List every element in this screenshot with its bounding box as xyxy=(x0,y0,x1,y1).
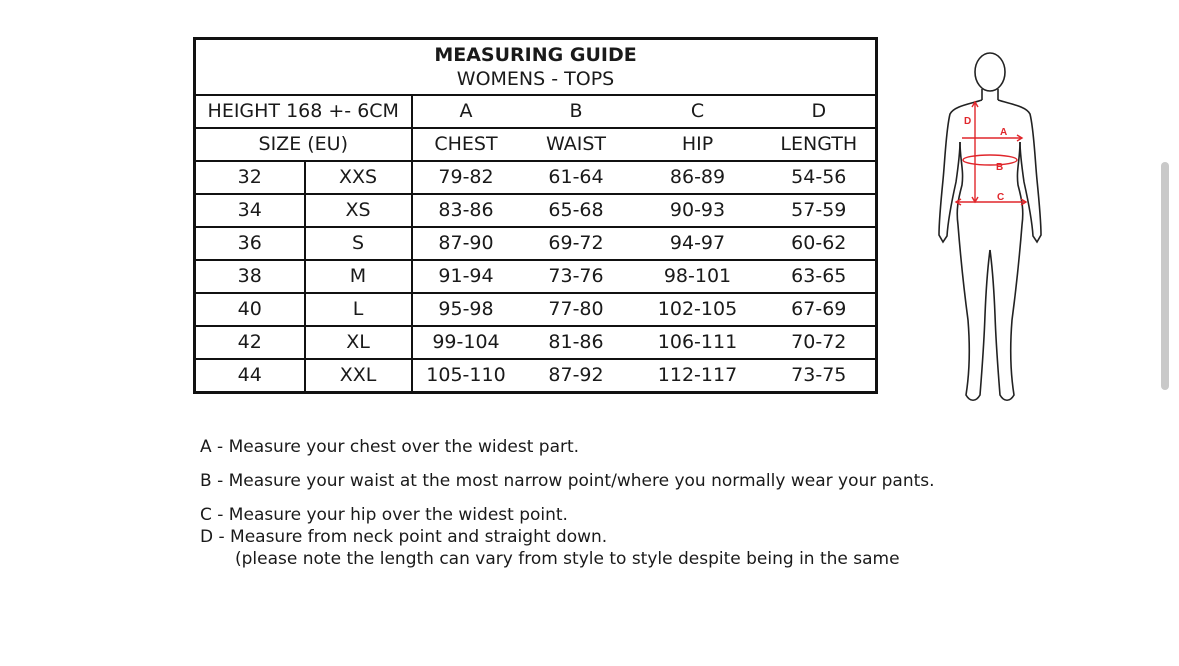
cell-chest: 79-82 xyxy=(412,161,520,194)
table-title: MEASURING GUIDE xyxy=(434,44,637,66)
cell-eu: 32 xyxy=(195,161,305,194)
measurement-notes xyxy=(200,436,1100,570)
col-letter-b: B xyxy=(520,95,633,128)
label-a: A xyxy=(1000,127,1008,138)
note-d: D - Measure from neck point and straight down. xyxy=(200,527,608,547)
table-row xyxy=(195,293,877,326)
cell-size: XS xyxy=(305,194,412,227)
cell-chest: 87-90 xyxy=(412,227,520,260)
cell-hip: 106-111 xyxy=(633,326,763,359)
cell-eu: 38 xyxy=(195,260,305,293)
table-row xyxy=(195,359,877,393)
cell-length: 67-69 xyxy=(763,293,877,326)
cell-eu: 40 xyxy=(195,293,305,326)
cell-length: 60-62 xyxy=(763,227,877,260)
col-letter-d: D xyxy=(763,95,877,128)
cell-length: 63-65 xyxy=(763,260,877,293)
height-label: HEIGHT 168 +- 6CM xyxy=(195,95,412,128)
table-row xyxy=(195,227,877,260)
table-row xyxy=(195,326,877,359)
measuring-guide-table xyxy=(193,37,878,394)
cell-size: XXL xyxy=(305,359,412,393)
cell-eu: 34 xyxy=(195,194,305,227)
cell-size: S xyxy=(305,227,412,260)
cell-waist: 69-72 xyxy=(520,227,633,260)
cell-size: XL xyxy=(305,326,412,359)
table-row xyxy=(195,260,877,293)
cell-waist: 65-68 xyxy=(520,194,633,227)
note-b: B - Measure your waist at the most narrow point/where you normally wear your pants. xyxy=(200,471,935,491)
cell-eu: 44 xyxy=(195,359,305,393)
body-figure xyxy=(930,50,1050,410)
cell-length: 57-59 xyxy=(763,194,877,227)
cell-eu: 36 xyxy=(195,227,305,260)
size-label: SIZE (EU) xyxy=(195,128,412,161)
cell-chest: 95-98 xyxy=(412,293,520,326)
cell-length: 54-56 xyxy=(763,161,877,194)
table-title-cell xyxy=(195,39,877,96)
cell-length: 73-75 xyxy=(763,359,877,393)
body-outline-icon xyxy=(939,53,1041,400)
cell-chest: 91-94 xyxy=(412,260,520,293)
cell-size: L xyxy=(305,293,412,326)
table-subtitle: WOMENS - TOPS xyxy=(456,68,615,90)
cell-hip: 102-105 xyxy=(633,293,763,326)
col-name-hip: HIP xyxy=(633,128,763,161)
col-name-waist: WAIST xyxy=(520,128,633,161)
cell-hip: 90-93 xyxy=(633,194,763,227)
note-d-detail: (please note the length can vary from style to style despite being in the same xyxy=(235,549,900,569)
note-c: C - Measure your hip over the widest point. xyxy=(200,505,568,525)
cell-length: 70-72 xyxy=(763,326,877,359)
col-name-length: LENGTH xyxy=(763,128,877,161)
col-letter-a: A xyxy=(412,95,520,128)
label-b: B xyxy=(996,162,1004,173)
cell-hip: 98-101 xyxy=(633,260,763,293)
label-c: C xyxy=(997,192,1005,203)
col-name-chest: CHEST xyxy=(412,128,520,161)
table-row xyxy=(195,161,877,194)
cell-eu: 42 xyxy=(195,326,305,359)
note-a: A - Measure your chest over the widest part. xyxy=(200,437,580,457)
cell-waist: 73-76 xyxy=(520,260,633,293)
cell-hip: 112-117 xyxy=(633,359,763,393)
scrollbar[interactable] xyxy=(1161,162,1169,390)
cell-size: M xyxy=(305,260,412,293)
cell-size: XXS xyxy=(305,161,412,194)
cell-waist: 61-64 xyxy=(520,161,633,194)
cell-hip: 86-89 xyxy=(633,161,763,194)
cell-waist: 77-80 xyxy=(520,293,633,326)
cell-hip: 94-97 xyxy=(633,227,763,260)
label-d: D xyxy=(964,116,972,127)
cell-waist: 87-92 xyxy=(520,359,633,393)
col-letter-c: C xyxy=(633,95,763,128)
cell-chest: 105-110 xyxy=(412,359,520,393)
cell-chest: 99-104 xyxy=(412,326,520,359)
cell-waist: 81-86 xyxy=(520,326,633,359)
table-row xyxy=(195,194,877,227)
cell-chest: 83-86 xyxy=(412,194,520,227)
